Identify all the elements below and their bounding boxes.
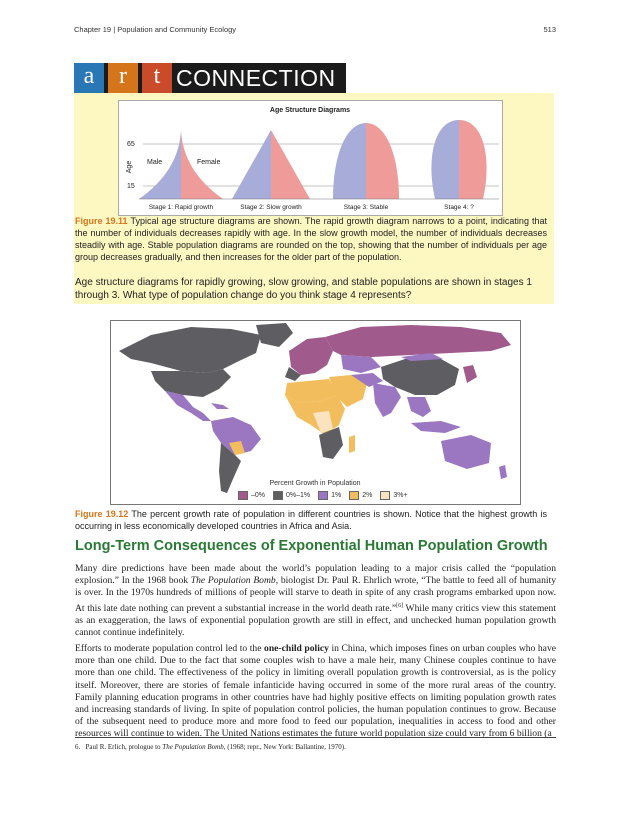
footnote-text: , (1968; repr., New York: Ballantine, 1970).	[223, 743, 346, 751]
footnote	[75, 743, 346, 751]
map-caribbean	[211, 403, 229, 409]
map-canada-alaska	[119, 327, 261, 373]
map-australia	[441, 435, 491, 469]
art-letter-r: r	[108, 63, 138, 93]
diagram-title: Age Structure Diagrams	[269, 107, 351, 114]
stage3-male	[333, 123, 366, 199]
page-number: 513	[543, 25, 556, 34]
footnote-book-title: The Population Bomb	[162, 743, 224, 751]
figure-19-12-caption	[75, 508, 547, 532]
stage-2-label: Stage 2: Slow growth	[240, 204, 302, 211]
art-letter-t: t	[142, 63, 172, 93]
y-axis-label: Age	[126, 160, 133, 174]
paragraph-1-text: , biologist Dr. Paul R. Ehrlich wrote, “The battle to feed all of humanity is over. In the 1970s hundreds of millions of people will starve to death in spite of any crash programs embarked upon now. At this late date nothing can prevent a substantial increase in the world death rate.”	[75, 575, 556, 614]
stage2-female	[271, 130, 310, 199]
legend-swatch	[238, 491, 248, 500]
age-structure-diagram	[118, 100, 503, 216]
male-label: Male	[147, 159, 163, 166]
legend-label: 3%+	[393, 492, 408, 499]
world-growth-map	[110, 320, 521, 505]
figure-19-11-caption	[75, 215, 547, 263]
paragraph-1	[75, 563, 556, 639]
stage4-female	[459, 120, 487, 199]
paragraph-2-text: in China, which imposes fines on urban couples who have more than one child. Due to the fact that some couples wish to have a male heir, many Chinese couples continue to have more than one child. The effectiveness of the policy in limiting overall population growth is controversial, as is the policy itself. Moreover, there are stories of female infanticide having occurred in some of the more rural areas of the country. Family planning education programs in other countries have had highly positive effects on limiting population growth rates and increasing standards of living. In spite of population control policies, the human population continues to grow. Because of the subsequent need to produce more and more food to feed our population, inequalities in access to food and other resources will continue to widen. The United Nations estimates the future world population size could vary from 6 billion (a	[75, 643, 556, 740]
book-title: The Population Bomb	[190, 575, 276, 587]
art-connection-question: Age structure diagrams for rapidly growing, slow growing, and stable populations are shown in stages 1 through 3. What type of population change do you think stage 4 represents?	[75, 277, 532, 301]
map-kazakhstan-central-asia	[341, 355, 381, 373]
map-madagascar	[349, 435, 355, 453]
figure-19-11-label: Figure 19.11	[75, 216, 128, 226]
stage-4-label: Stage 4: ?	[444, 204, 474, 211]
map-japan-korea	[463, 365, 477, 383]
legend-label: 1%	[331, 492, 342, 499]
legend-label: 0%–1%	[286, 492, 311, 499]
map-europe	[289, 337, 333, 375]
legend-swatch	[380, 491, 390, 500]
legend-label: 2%	[362, 492, 373, 499]
map-southeast-asia	[407, 397, 431, 417]
legend-item	[380, 491, 407, 500]
stage-3-label: Stage 3: Stable	[343, 204, 389, 211]
stage2-male	[232, 130, 271, 199]
paragraph-2	[75, 643, 556, 741]
legend-swatch	[318, 491, 328, 500]
stage-1-label: Stage 1: Rapid growth	[148, 204, 214, 211]
footnote-text: 6. Paul R. Erlich, prologue to	[75, 743, 163, 751]
running-header	[74, 25, 556, 34]
footnote-divider	[75, 737, 556, 738]
map-new-zealand	[499, 465, 507, 479]
legend-label: –0%	[251, 492, 266, 499]
figure-19-11-text: Typical age structure diagrams are shown. The rapid growth diagram narrows to a point, indicating that the number of individuals decreases rapidly with age. In the slow growth model, the number of individuals decreases steadily with age. Stable population diagrams are rounded on the top, showing that the number of individuals per age group decreases gradually, and then increases for the older part of the population.	[75, 216, 547, 262]
paragraph-2-text: Efforts to moderate population control led to the	[75, 643, 265, 654]
map-india	[373, 383, 401, 417]
figure-19-12-label: Figure 19.12	[75, 509, 129, 519]
connection-title: CONNECTION	[176, 65, 336, 91]
art-connection-banner	[74, 63, 346, 93]
footnote-ref[interactable]: [6]	[396, 602, 404, 609]
legend-item	[349, 491, 372, 500]
legend-item	[273, 491, 310, 500]
legend-item	[318, 491, 341, 500]
legend-swatch	[273, 491, 283, 500]
map-russia	[325, 325, 511, 357]
stage4-male	[431, 120, 459, 199]
paragraph-1-text: Many dire predictions have been made about the world’s population leading to a major crisis called the “population explosion.” In the 1968 book	[75, 563, 556, 587]
map-usa	[151, 369, 231, 397]
map-legend	[238, 491, 408, 500]
tick-65: 65	[127, 141, 135, 148]
section-heading: Long-Term Consequences of Exponential Human Population Growth	[75, 538, 548, 554]
tick-15: 15	[127, 183, 135, 190]
figure-19-12-text: The percent growth rate of population in different countries is shown. Notice that the highest growth is occurring in less economically developed countries in Africa and Asia.	[75, 509, 547, 531]
map-indonesia	[411, 421, 461, 433]
art-letter-a: a	[74, 63, 104, 93]
map-greenland	[256, 323, 293, 347]
female-label: Female	[197, 159, 221, 166]
chapter-title: Chapter 19 | Population and Community Ecology	[74, 25, 237, 34]
legend-item	[238, 491, 265, 500]
key-term: one-child policy	[264, 643, 329, 654]
stage3-female	[366, 123, 399, 199]
paragraph-1-text: While many critics view this statement as an exaggeration, the laws of exponential population growth are still in effect, and unchecked human population growth cannot continue indefinitely.	[75, 602, 556, 639]
map-legend-title: Percent Growth in Population	[269, 480, 361, 487]
legend-swatch	[349, 491, 359, 500]
